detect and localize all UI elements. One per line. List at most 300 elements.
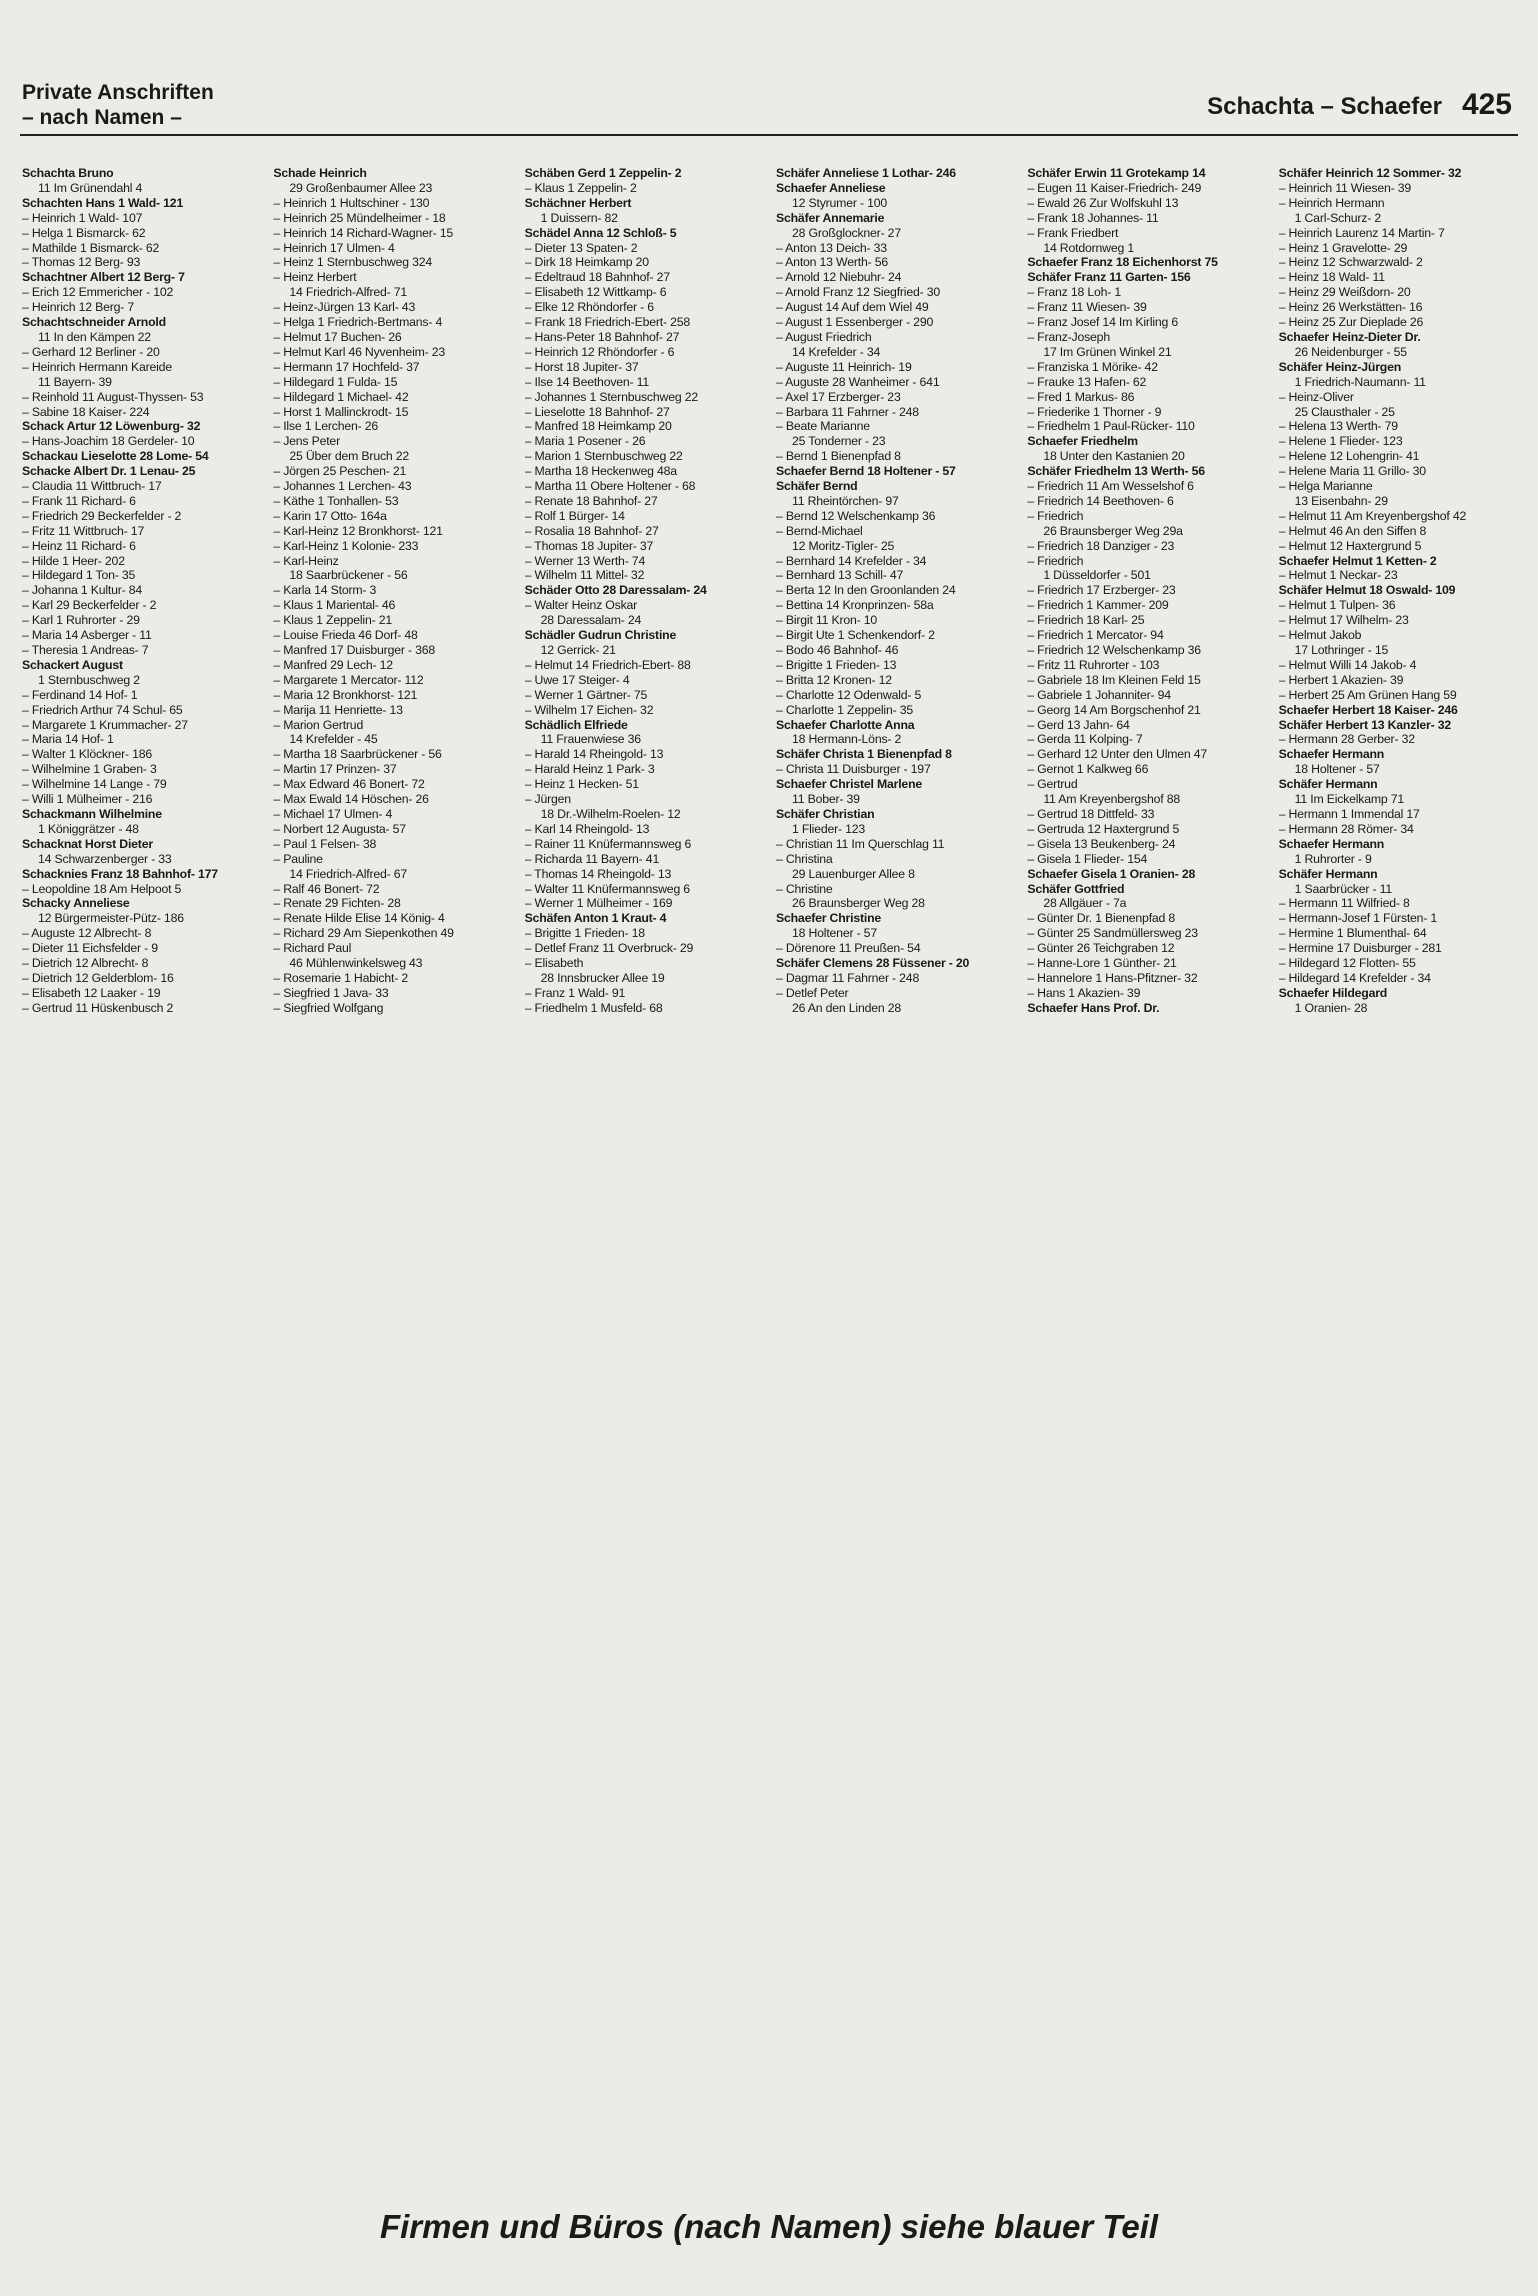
directory-entry: – Friedrich <box>1027 554 1266 569</box>
directory-entry: – Bettina 14 Kronprinzen- 58a <box>776 598 1015 613</box>
directory-entry: – Brigitte 1 Frieden- 13 <box>776 658 1015 673</box>
directory-entry: Schädler Gudrun Christine <box>524 628 677 643</box>
directory-entry: – Heinrich 1 Hultschiner - 130 <box>273 196 512 211</box>
directory-entry: – Siegfried Wolfgang <box>273 1001 512 1016</box>
directory-entry: Schachtschneider Arnold <box>22 315 166 330</box>
directory-entry: – Klaus 1 Zeppelin- 21 <box>273 613 512 628</box>
directory-entry: – Leopoldine 18 Am Helpoot 5 <box>22 882 261 897</box>
directory-entry: – Günter Dr. 1 Bienenpfad 8 <box>1027 911 1266 926</box>
directory-entry: 1 Saarbrücker - 11 <box>1294 881 1392 896</box>
directory-entry: – Edeltraud 18 Bahnhof- 27 <box>525 270 764 285</box>
directory-entry: – Heinrich 1 Wald- 107 <box>22 211 261 226</box>
directory-entry: – August Friedrich <box>776 330 1015 345</box>
directory-entry: 1 Düsseldorfer - 501 <box>1043 568 1151 583</box>
directory-entry: – Anton 13 Deich- 33 <box>776 241 1015 256</box>
directory-entry: – Hermann 28 Römer- 34 <box>1279 822 1518 837</box>
directory-entry: Schäfer Clemens 28 Füssener - 20 <box>775 956 970 971</box>
directory-entry: Schäfer Franz 11 Garten- 156 <box>1027 270 1191 285</box>
directory-entry: – Hildegard 1 Fulda- 15 <box>273 375 512 390</box>
directory-entry: – Friedrich 14 Beethoven- 6 <box>1027 494 1266 509</box>
directory-entry: – Horst 1 Mallinckrodt- 15 <box>273 405 512 420</box>
directory-entry: – Gertrud <box>1027 777 1266 792</box>
directory-entry: Schaefer Anneliese <box>775 180 886 195</box>
directory-entry: – Gabriele 18 Im Kleinen Feld 15 <box>1027 673 1266 688</box>
directory-entry: – Friedrich <box>1027 509 1266 524</box>
directory-entry: – Dieter 11 Eichsfelder - 9 <box>22 941 261 956</box>
directory-entry: – Heinz 12 Schwarzwald- 2 <box>1279 255 1518 270</box>
directory-entry: – Helmut Willi 14 Jakob- 4 <box>1279 658 1518 673</box>
directory-entry: – Jens Peter <box>273 434 512 449</box>
directory-entry: – Rosalia 18 Bahnhof- 27 <box>525 524 764 539</box>
directory-entry: – Hans 1 Akazien- 39 <box>1027 986 1266 1001</box>
directory-entry: – Sabine 18 Kaiser- 224 <box>22 405 261 420</box>
directory-entry: 14 Krefelder - 34 <box>791 344 881 359</box>
directory-entry: – Franz Josef 14 Im Kirling 6 <box>1027 315 1266 330</box>
directory-entry: – Christina <box>776 852 1015 867</box>
directory-entry: – Britta 12 Kronen- 12 <box>776 673 1015 688</box>
directory-entry: – Jörgen 25 Peschen- 21 <box>273 464 512 479</box>
directory-entry: – Friederike 1 Thorner - 9 <box>1027 405 1266 420</box>
directory-entry: – Frank 11 Richard- 6 <box>22 494 261 509</box>
directory-entry: Schaefer Heinz-Dieter Dr. <box>1278 329 1421 344</box>
directory-entry: – Eugen 11 Kaiser-Friedrich- 249 <box>1027 181 1266 196</box>
directory-entry: – Hannelore 1 Hans-Pfitzner- 32 <box>1027 971 1266 986</box>
directory-entry: – Friedrich 18 Karl- 25 <box>1027 613 1266 628</box>
directory-entry: – Helmut Jakob <box>1279 628 1518 643</box>
directory-entry: Schäfer Hermann <box>1278 777 1378 792</box>
directory-entry: – Karl-Heinz 1 Kolonie- 233 <box>273 539 512 554</box>
directory-entry: – Ilse 1 Lerchen- 26 <box>273 419 512 434</box>
directory-entry: – Maria 1 Posener - 26 <box>525 434 764 449</box>
directory-entry: Schaefer Hermann <box>1278 836 1385 851</box>
directory-entry: – Werner 1 Gärtner- 75 <box>525 688 764 703</box>
directory-entry: – Helga Marianne <box>1279 479 1518 494</box>
directory-entry: Schäfer Friedhelm 13 Werth- 56 <box>1027 464 1205 479</box>
directory-entry: – Berta 12 In den Groonlanden 24 <box>776 583 1015 598</box>
directory-entry: Schachta Bruno <box>22 166 114 180</box>
directory-entry: 28 Innsbrucker Allee 19 <box>540 970 665 985</box>
directory-entry: – Bernd 1 Bienenpfad 8 <box>776 449 1015 464</box>
directory-entry: – Helene Maria 11 Grillo- 30 <box>1279 464 1518 479</box>
directory-entry: – Christian 11 Im Querschlag 11 <box>776 837 1015 852</box>
directory-entry: – Heinz 11 Richard- 6 <box>22 539 261 554</box>
directory-entry: – Bernhard 14 Krefelder - 34 <box>776 554 1015 569</box>
directory-entry: – Walter Heinz Oskar <box>525 598 764 613</box>
directory-entry: 11 Bayern- 39 <box>38 374 112 389</box>
directory-entry: 18 Hermann-Löns- 2 <box>791 732 902 747</box>
directory-entry: – Gisela 13 Beukenberg- 24 <box>1027 837 1266 852</box>
directory-entry: – Margarete 1 Mercator- 112 <box>273 673 512 688</box>
directory-entry: – Herbert 1 Akazien- 39 <box>1279 673 1518 688</box>
directory-entry: 1 Ruhrorter - 9 <box>1294 851 1372 866</box>
directory-entry: – Ferdinand 14 Hof- 1 <box>22 688 261 703</box>
directory-entry: Schaefer Hildegard <box>1278 985 1388 1000</box>
page-number: 425 <box>1461 88 1512 121</box>
directory-entry: – Marion 1 Sternbuschweg 22 <box>525 449 764 464</box>
directory-entry: 1 Friedrich-Naumann- 11 <box>1294 374 1426 389</box>
directory-entry: – Friedrich 1 Kammer- 209 <box>1027 598 1266 613</box>
directory-entry: – Heinz 1 Hecken- 51 <box>525 777 764 792</box>
directory-column-2 <box>273 166 512 2174</box>
directory-entry: – Harald 14 Rheingold- 13 <box>525 747 764 762</box>
directory-entry: – Werner 13 Werth- 74 <box>525 554 764 569</box>
directory-entry: – Friedrich 29 Beckerfelder - 2 <box>22 509 261 524</box>
directory-entry: – Hermann 1 Immendal 17 <box>1279 807 1518 822</box>
directory-entry: – Michael 17 Ulmen- 4 <box>273 807 512 822</box>
directory-entry: – Auguste 12 Albrecht- 8 <box>22 926 261 941</box>
directory-entry: – Dörenore 11 Preußen- 54 <box>776 941 1015 956</box>
directory-column-5 <box>1027 166 1266 2174</box>
directory-entry: 26 Braunsberger Weg 29a <box>1043 523 1183 538</box>
directory-entry: – Frank 18 Johannes- 11 <box>1027 211 1266 226</box>
directory-entry: – Arnold Franz 12 Siegfried- 30 <box>776 285 1015 300</box>
directory-entry: – Franziska 1 Mörike- 42 <box>1027 360 1266 375</box>
directory-entry: 1 Königgrätzer - 48 <box>38 821 139 836</box>
directory-entry: 1 Oranien- 28 <box>1294 1000 1368 1015</box>
directory-entry: – Elke 12 Rhöndorfer - 6 <box>525 300 764 315</box>
directory-entry: – Hermann 11 Wilfried- 8 <box>1279 896 1518 911</box>
directory-entry: – Franz 18 Loh- 1 <box>1027 285 1266 300</box>
directory-entry: – Friedrich 18 Danziger - 23 <box>1027 539 1266 554</box>
directory-entry: – Helmut 1 Tulpen- 36 <box>1279 598 1518 613</box>
directory-entry: – Elisabeth 12 Laaker - 19 <box>22 986 261 1001</box>
directory-entry: – Dieter 13 Spaten- 2 <box>525 241 764 256</box>
directory-entry: – Franz 11 Wiesen- 39 <box>1027 300 1266 315</box>
directory-entry: – Friedrich 12 Welschenkamp 36 <box>1027 643 1266 658</box>
directory-entry: Schaefer Franz 18 Eichenhorst 75 <box>1027 255 1218 270</box>
directory-entry: 11 Frauenwiese 36 <box>540 732 641 747</box>
directory-entry: Schachten Hans 1 Wald- 121 <box>22 195 184 210</box>
directory-entry: Schäfer Christian <box>775 806 875 821</box>
directory-entry: – Helga 1 Bismarck- 62 <box>22 226 261 241</box>
directory-entry: – Heinrich 12 Rhöndorfer - 6 <box>525 345 764 360</box>
directory-entry: Schäfer Helmut 18 Oswald- 109 <box>1278 583 1456 598</box>
directory-entry: – Walter 11 Knüfermannsweg 6 <box>525 882 764 897</box>
directory-entry: – Renate 18 Bahnhof- 27 <box>525 494 764 509</box>
directory-entry: – Johannes 1 Lerchen- 43 <box>273 479 512 494</box>
directory-entry: – Hildegard 1 Ton- 35 <box>22 568 261 583</box>
directory-entry: Schaefer Hans Prof. Dr. <box>1027 1000 1160 1015</box>
directory-entry: – Martin 17 Prinzen- 37 <box>273 762 512 777</box>
directory-columns <box>22 166 1518 2174</box>
directory-entry: Schade Heinrich <box>273 166 367 180</box>
directory-entry: – Friedrich 1 Mercator- 94 <box>1027 628 1266 643</box>
directory-entry: – Horst 18 Jupiter- 37 <box>525 360 764 375</box>
directory-entry: – Charlotte 12 Odenwald- 5 <box>776 688 1015 703</box>
directory-entry: – Heinz 25 Zur Dieplade 26 <box>1279 315 1518 330</box>
directory-entry: – Karl 29 Beckerfelder - 2 <box>22 598 261 613</box>
directory-entry: – Heinrich Hermann <box>1279 196 1518 211</box>
directory-entry: Schacky Anneliese <box>22 896 130 911</box>
directory-entry: – Klaus 1 Zeppelin- 2 <box>525 181 764 196</box>
page-header-range <box>1207 88 1512 122</box>
directory-entry: 11 Rheintörchen- 97 <box>791 493 899 508</box>
directory-entry: – Richard Paul <box>273 941 512 956</box>
directory-entry: – Frank 18 Friedrich-Ebert- 258 <box>525 315 764 330</box>
directory-entry: Schäfer Bernd <box>775 479 858 494</box>
directory-entry: – Werner 1 Mülheimer - 169 <box>525 896 764 911</box>
directory-entry: – Heinz Herbert <box>273 270 512 285</box>
directory-entry: – Manfred 18 Heimkamp 20 <box>525 419 764 434</box>
directory-entry: – Friedrich 17 Erzberger- 23 <box>1027 583 1266 598</box>
directory-entry: – Georg 14 Am Borgschenhof 21 <box>1027 703 1266 718</box>
directory-entry: – Fritz 11 Ruhrorter - 103 <box>1027 658 1266 673</box>
directory-entry: 12 Styrumer - 100 <box>791 195 888 210</box>
directory-entry: – Hildegard 12 Flotten- 55 <box>1279 956 1518 971</box>
directory-entry: – Heinrich Hermann Kareide <box>22 360 261 375</box>
directory-entry: 1 Duissern- 82 <box>540 210 618 225</box>
directory-entry: Schaefer Christine <box>775 911 882 926</box>
directory-entry: – Maria 12 Bronkhorst- 121 <box>273 688 512 703</box>
directory-entry: 29 Lauenburger Allee 8 <box>791 866 915 881</box>
directory-entry: 11 Im Eickelkamp 71 <box>1294 792 1405 807</box>
directory-entry: 12 Moritz-Tigler- 25 <box>791 538 895 553</box>
directory-entry: – Bodo 46 Bahnhof- 46 <box>776 643 1015 658</box>
directory-entry: Schaefer Friedhelm <box>1027 434 1138 449</box>
directory-entry: 25 Clausthaler - 25 <box>1294 404 1395 419</box>
directory-entry: – Gerda 11 Kolping- 7 <box>1027 732 1266 747</box>
directory-entry: – Karl-Heinz <box>273 554 512 569</box>
directory-entry: – Theresia 1 Andreas- 7 <box>22 643 261 658</box>
directory-entry: – Rosemarie 1 Habicht- 2 <box>273 971 512 986</box>
directory-entry: – Harald Heinz 1 Park- 3 <box>525 762 764 777</box>
directory-entry: – Thomas 14 Rheingold- 13 <box>525 867 764 882</box>
directory-entry: – Gerd 13 Jahn- 64 <box>1027 718 1266 733</box>
directory-entry: – Elisabeth 12 Wittkamp- 6 <box>525 285 764 300</box>
directory-entry: – Helmut 17 Buchen- 26 <box>273 330 512 345</box>
directory-entry: Schaefer Herbert 18 Kaiser- 246 <box>1278 702 1458 717</box>
directory-entry: – Christine <box>776 882 1015 897</box>
directory-entry: – Manfred 17 Duisburger - 368 <box>273 643 512 658</box>
directory-entry: – Hildegard 1 Michael- 42 <box>273 390 512 405</box>
directory-entry: – Brigitte 1 Frieden- 18 <box>525 926 764 941</box>
directory-entry: – Friedhelm 1 Musfeld- 68 <box>525 1001 764 1016</box>
directory-entry: Schäfer Christa 1 Bienenpfad 8 <box>775 747 952 762</box>
directory-entry: Schäder Otto 28 Daressalam- 24 <box>524 583 707 598</box>
directory-column-6 <box>1279 166 1518 2174</box>
directory-entry: – Heinrich 25 Mündelheimer - 18 <box>273 211 512 226</box>
directory-entry: – Claudia 11 Wittbruch- 17 <box>22 479 261 494</box>
directory-entry: – Klaus 1 Mariental- 46 <box>273 598 512 613</box>
directory-entry: – Friedrich Arthur 74 Schul- 65 <box>22 703 261 718</box>
directory-entry: – Karin 17 Otto- 164a <box>273 509 512 524</box>
directory-entry: – Anton 13 Werth- 56 <box>776 255 1015 270</box>
directory-entry: – Hermann 17 Hochfeld- 37 <box>273 360 512 375</box>
directory-entry: – Richard 29 Am Siepenkothen 49 <box>273 926 512 941</box>
directory-entry: – Günter 26 Teichgraben 12 <box>1027 941 1266 956</box>
directory-entry: – Gernot 1 Kalkweg 66 <box>1027 762 1266 777</box>
directory-entry: – Heinz-Oliver <box>1279 390 1518 405</box>
directory-entry: – Helmut 1 Neckar- 23 <box>1279 568 1518 583</box>
directory-entry: – Arnold 12 Niebuhr- 24 <box>776 270 1015 285</box>
directory-entry: 14 Friedrich-Alfred- 71 <box>289 285 408 300</box>
directory-entry: – Gerhard 12 Berliner - 20 <box>22 345 261 360</box>
directory-entry: – Helmut 46 An den Siffen 8 <box>1279 524 1518 539</box>
directory-entry: Schäben Gerd 1 Zeppelin- 2 <box>524 166 682 180</box>
directory-entry: – Martha 11 Obere Holtener - 68 <box>525 479 764 494</box>
directory-entry: – Wilhelm 17 Eichen- 32 <box>525 703 764 718</box>
directory-entry: 1 Sternbuschweg 2 <box>38 672 140 687</box>
directory-entry: – Heinz-Jürgen 13 Karl- 43 <box>273 300 512 315</box>
directory-entry: 28 Daressalam- 24 <box>540 613 642 628</box>
directory-entry: – Bernd 12 Welschenkamp 36 <box>776 509 1015 524</box>
directory-entry: – Auguste 28 Wanheimer - 641 <box>776 375 1015 390</box>
directory-entry: – Siegfried 1 Java- 33 <box>273 986 512 1001</box>
directory-entry: – Marija 11 Henriette- 13 <box>273 703 512 718</box>
directory-entry: 18 Unter den Kastanien 20 <box>1043 449 1185 464</box>
directory-entry: – Willi 1 Mülheimer - 216 <box>22 792 261 807</box>
directory-entry: – Hermann 28 Gerber- 32 <box>1279 732 1518 747</box>
directory-entry: – Helmut 12 Haxtergrund 5 <box>1279 539 1518 554</box>
directory-entry: Schackau Lieselotte 28 Lome- 54 <box>22 449 209 464</box>
directory-entry: – Thomas 18 Jupiter- 37 <box>525 539 764 554</box>
directory-entry: – Heinrich Laurenz 14 Martin- 7 <box>1279 226 1518 241</box>
directory-entry: – Rainer 11 Knüfermannsweg 6 <box>525 837 764 852</box>
directory-entry: 1 Carl-Schurz- 2 <box>1294 210 1381 225</box>
directory-entry: – Paul 1 Felsen- 38 <box>273 837 512 852</box>
directory-entry: Schaefer Gisela 1 Oranien- 28 <box>1027 866 1196 881</box>
section-title-line1: Private Anschriften <box>22 81 214 104</box>
directory-entry: Schackmann Wilhelmine <box>22 806 162 821</box>
directory-entry: 12 Gerrick- 21 <box>540 643 616 657</box>
directory-entry: – Hermine 17 Duisburger - 281 <box>1279 941 1518 956</box>
name-range: Schachta – Schaefer <box>1207 93 1442 120</box>
directory-entry: – Dietrich 12 Gelderblom- 16 <box>22 971 261 986</box>
directory-entry: – Hanne-Lore 1 Günther- 21 <box>1027 956 1266 971</box>
directory-entry: – Fred 1 Markus- 86 <box>1027 390 1266 405</box>
directory-entry: – Gertrud 11 Hüskenbusch 2 <box>22 1001 261 1016</box>
directory-entry: 17 Im Grünen Winkel 21 <box>1043 344 1172 359</box>
directory-entry: – Helena 13 Werth- 79 <box>1279 419 1518 434</box>
directory-column-1 <box>22 166 261 2174</box>
directory-entry: – Maria 14 Asberger - 11 <box>22 628 261 643</box>
directory-entry: – Gertruda 12 Haxtergrund 5 <box>1027 822 1266 837</box>
directory-entry: – Karl 1 Ruhrorter - 29 <box>22 613 261 628</box>
directory-entry: – Günter 25 Sandmüllersweg 23 <box>1027 926 1266 941</box>
directory-entry: 26 Neidenburger - 55 <box>1294 344 1407 359</box>
directory-entry: 11 In den Kämpen 22 <box>38 329 151 344</box>
directory-entry: Schacke Albert Dr. 1 Lenau- 25 <box>22 464 196 479</box>
directory-entry: Schaefer Hermann <box>1278 747 1385 762</box>
directory-entry: – Gertrud 18 Dittfeld- 33 <box>1027 807 1266 822</box>
directory-entry: – Norbert 12 Augusta- 57 <box>273 822 512 837</box>
directory-entry: – Fritz 11 Wittbruch- 17 <box>22 524 261 539</box>
directory-entry: – Heinz 29 Weißdorn- 20 <box>1279 285 1518 300</box>
directory-entry: – Johanna 1 Kultur- 84 <box>22 583 261 598</box>
directory-entry: – Käthe 1 Tonhallen- 53 <box>273 494 512 509</box>
directory-entry: – Heinrich 12 Berg- 7 <box>22 300 261 315</box>
directory-entry: – Friedrich 11 Am Wesselshof 6 <box>1027 479 1266 494</box>
directory-entry: – Johannes 1 Sternbuschweg 22 <box>525 390 764 405</box>
directory-entry: – Ewald 26 Zur Wolfskuhl 13 <box>1027 196 1266 211</box>
directory-entry: – Auguste 11 Heinrich- 19 <box>776 360 1015 375</box>
directory-entry: – Heinrich 17 Ulmen- 4 <box>273 241 512 256</box>
directory-entry: Schäfer Anneliese 1 Lothar- 246 <box>775 166 956 180</box>
directory-entry: – Gabriele 1 Johanniter- 94 <box>1027 688 1266 703</box>
directory-entry: 17 Lothringer - 15 <box>1294 643 1389 657</box>
directory-entry: – Karla 14 Storm- 3 <box>273 583 512 598</box>
directory-column-4 <box>776 166 1015 2174</box>
directory-entry: Schäfen Anton 1 Kraut- 4 <box>524 911 667 926</box>
directory-entry: 18 Holtener - 57 <box>791 926 877 941</box>
directory-entry: – Reinhold 11 August-Thyssen- 53 <box>22 390 261 405</box>
directory-entry: – Thomas 12 Berg- 93 <box>22 255 261 270</box>
directory-entry: – Richarda 11 Bayern- 41 <box>525 852 764 867</box>
directory-entry: 25 Über dem Bruch 22 <box>289 449 410 464</box>
directory-entry: 28 Großglockner- 27 <box>791 225 901 240</box>
directory-entry: Schädlich Elfriede <box>524 717 628 732</box>
directory-entry: 26 An den Linden 28 <box>791 1000 902 1015</box>
directory-entry: – Elisabeth <box>525 956 764 971</box>
directory-entry: – Frank Friedbert <box>1027 226 1266 241</box>
directory-entry: 25 Tonderner - 23 <box>791 434 886 449</box>
directory-entry: Schäfer Herbert 13 Kanzler- 32 <box>1278 717 1452 732</box>
directory-entry: – Renate 29 Fichten- 28 <box>273 896 512 911</box>
directory-entry: Schäfer Gottfried <box>1027 881 1125 896</box>
directory-entry: – Jürgen <box>525 792 764 807</box>
directory-entry: – Detlef Franz 11 Overbruck- 29 <box>525 941 764 956</box>
directory-entry: – Dietrich 12 Albrecht- 8 <box>22 956 261 971</box>
directory-entry: – Ralf 46 Bonert- 72 <box>273 882 512 897</box>
directory-entry: 29 Großenbaumer Allee 23 <box>289 180 433 195</box>
directory-entry: – Helmut Karl 46 Nyvenheim- 23 <box>273 345 512 360</box>
directory-entry: – Wilhelmine 14 Lange - 79 <box>22 777 261 792</box>
directory-entry: 11 Bober- 39 <box>791 792 860 807</box>
directory-entry: – Birgit 11 Kron- 10 <box>776 613 1015 628</box>
directory-entry: 13 Eisenbahn- 29 <box>1294 493 1388 508</box>
directory-entry: – Hildegard 14 Krefelder - 34 <box>1279 971 1518 986</box>
directory-entry: Schäfer Heinz-Jürgen <box>1278 359 1402 374</box>
directory-entry: 14 Schwarzenberger - 33 <box>38 851 172 866</box>
directory-entry: – Barbara 11 Fahrner - 248 <box>776 405 1015 420</box>
directory-column-3 <box>525 166 764 2174</box>
directory-entry: 14 Krefelder - 45 <box>289 732 378 747</box>
directory-entry: – Helmut 14 Friedrich-Ebert- 88 <box>525 658 764 673</box>
directory-entry: – Heinz 18 Wald- 11 <box>1279 270 1518 285</box>
directory-entry: Schaefer Bernd 18 Holtener - 57 <box>775 464 956 479</box>
directory-entry: – Martha 18 Saarbrückener - 56 <box>273 747 512 762</box>
directory-entry: 18 Saarbrückener - 56 <box>289 568 408 583</box>
directory-entry: 11 Im Grünendahl 4 <box>38 180 143 195</box>
directory-entry: – Karl-Heinz 12 Bronkhorst- 121 <box>273 524 512 539</box>
directory-entry: – Helmut 11 Am Kreyenbergshof 42 <box>1279 509 1518 524</box>
directory-entry: – Wilhelm 11 Mittel- 32 <box>525 568 764 583</box>
directory-entry: – Mathilde 1 Bismarck- 62 <box>22 241 261 256</box>
directory-entry: – Axel 17 Erzberger- 23 <box>776 390 1015 405</box>
directory-entry: – Dagmar 11 Fahrner - 248 <box>776 971 1015 986</box>
directory-entry: 1 Flieder- 123 <box>791 821 866 836</box>
directory-entry: – Hans-Joachim 18 Gerdeler- 10 <box>22 434 261 449</box>
directory-entry: 26 Braunsberger Weg 28 <box>791 896 925 911</box>
directory-entry: – Wilhelmine 1 Graben- 3 <box>22 762 261 777</box>
directory-entry: Schackert August <box>22 657 123 672</box>
directory-entry: Schächner Herbert <box>524 195 632 210</box>
directory-entry: Schädel Anna 12 Schloß- 5 <box>524 225 677 240</box>
directory-entry: Schacknies Franz 18 Bahnhof- 177 <box>22 866 218 881</box>
directory-entry: Schaefer Christel Marlene <box>775 777 923 792</box>
directory-entry: Schäfer Heinrich 12 Sommer- 32 <box>1278 166 1462 180</box>
directory-entry: – Max Ewald 14 Höschen- 26 <box>273 792 512 807</box>
directory-entry: – Heinrich 11 Wiesen- 39 <box>1279 181 1518 196</box>
directory-entry: Schaefer Helmut 1 Ketten- 2 <box>1278 553 1437 568</box>
directory-entry: 28 Allgäuer - 7a <box>1043 896 1127 911</box>
directory-entry: – Marion Gertrud <box>273 718 512 733</box>
directory-entry: 18 Dr.-Wilhelm-Roelen- 12 <box>540 806 681 821</box>
directory-entry: – Max Edward 46 Bonert- 72 <box>273 777 512 792</box>
directory-entry: – Manfred 29 Lech- 12 <box>273 658 512 673</box>
directory-entry: – August 1 Essenberger - 290 <box>776 315 1015 330</box>
section-title <box>22 80 214 130</box>
